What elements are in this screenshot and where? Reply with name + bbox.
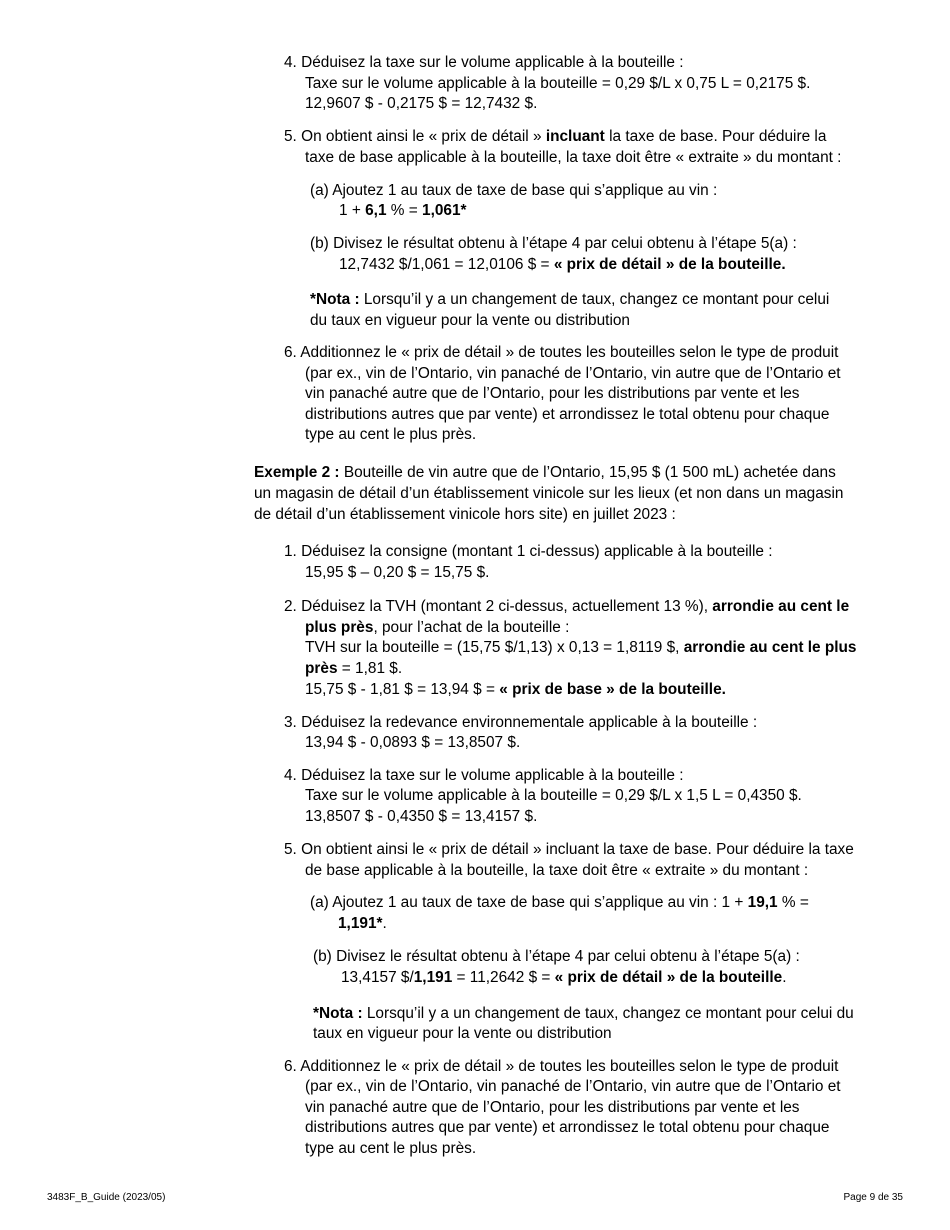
ex2-step4-line1: Taxe sur le volume applicable à la bouteille = 0,29 $/L x 1,5 L = 0,4350 $. xyxy=(305,787,802,804)
ex2-step6-line1: 6. Additionnez le « prix de détail » de toutes les bouteilles selon le type de produit xyxy=(284,1058,839,1075)
ex1-step6-line5: type au cent le plus près. xyxy=(305,426,477,443)
footer-page-number: Page 9 de 35 xyxy=(843,1192,903,1203)
ex2-step6-line2: (par ex., vin de l’Ontario, vin panaché de l’Ontario, vin autre que de l’Ontario et xyxy=(305,1078,841,1095)
ex1-step4-line2: 12,9607 $ - 0,2175 $ = 12,7432 $. xyxy=(305,95,538,112)
ex1-step6-line3: vin panaché autre que de l’Ontario, pour les distributions par vente et les xyxy=(305,385,800,402)
ex2-step5b-title: (b) Divisez le résultat obtenu à l’étape 4 par celui obtenu à l’étape 5(a) : xyxy=(313,948,800,965)
ex1-nota-line2: du taux en vigueur pour la vente ou distribution xyxy=(310,312,630,329)
ex2-heading-line2: un magasin de détail d’un établissement vinicole sur les lieux (et non dans un magasin xyxy=(254,485,844,502)
ex1-step6-line2: (par ex., vin de l’Ontario, vin panaché de l’Ontario, vin autre que de l’Ontario et xyxy=(305,365,841,382)
ex1-step5b-title: (b) Divisez le résultat obtenu à l’étape 4 par celui obtenu à l’étape 5(a) : xyxy=(310,235,797,252)
ex1-step5-line2: taxe de base applicable à la bouteille, la taxe doit être « extraite » du montant : xyxy=(305,149,842,166)
ex2-step4-title: 4. Déduisez la taxe sur le volume applicable à la bouteille : xyxy=(284,767,684,784)
ex1-step5-line1: 5. On obtient ainsi le « prix de détail » incluant la taxe de base. Pour déduire la xyxy=(284,128,827,145)
ex2-step2-line4: près = 1,81 $. xyxy=(305,660,403,677)
ex2-step2-line3: TVH sur la bouteille = (15,75 $/1,13) x 0,13 = 1,8119 $, arrondie au cent le plus xyxy=(305,639,857,656)
ex2-step2-line2: plus près, pour l’achat de la bouteille : xyxy=(305,619,570,636)
ex2-heading-line3: de détail d’un établissement vinicole hors site) en juillet 2023 : xyxy=(254,506,676,523)
ex2-step6-line4: distributions autres que par vente) et arrondissez le total obtenu pour chaque xyxy=(305,1119,830,1136)
ex2-nota-line1: *Nota : Lorsqu’il y a un changement de taux, changez ce montant pour celui du xyxy=(313,1005,854,1022)
ex2-step1-calc: 15,95 $ – 0,20 $ = 15,75 $. xyxy=(305,564,490,581)
ex2-step3-calc: 13,94 $ - 0,0893 $ = 13,8507 $. xyxy=(305,734,521,751)
ex2-step5-line1: 5. On obtient ainsi le « prix de détail » incluant la taxe de base. Pour déduire la taxe xyxy=(284,841,854,858)
ex1-step4-line1: Taxe sur le volume applicable à la bouteille = 0,29 $/L x 0,75 L = 0,2175 $. xyxy=(305,75,811,92)
ex2-step5a-line2: 1,191*. xyxy=(338,915,387,932)
footer-form-id: 3483F_B_Guide (2023/05) xyxy=(47,1192,166,1203)
ex2-step2-line5: 15,75 $ - 1,81 $ = 13,94 $ = « prix de base » de la bouteille. xyxy=(305,681,726,698)
ex2-step2-line1: 2. Déduisez la TVH (montant 2 ci-dessus, actuellement 13 %), arrondie au cent le xyxy=(284,598,850,615)
ex1-step6-line4: distributions autres que par vente) et arrondissez le total obtenu pour chaque xyxy=(305,406,830,423)
ex1-nota-line1: *Nota : Lorsqu’il y a un changement de taux, changez ce montant pour celui xyxy=(310,291,830,308)
ex2-step5a-line1: (a) Ajoutez 1 au taux de taxe de base qui s’applique au vin : 1 + 19,1 % = xyxy=(310,894,809,911)
ex2-step6-line5: type au cent le plus près. xyxy=(305,1140,477,1157)
ex1-step5b-calc: 12,7432 $/1,061 = 12,0106 $ = « prix de détail » de la bouteille. xyxy=(339,256,786,273)
ex2-step6-line3: vin panaché autre que de l’Ontario, pour les distributions par vente et les xyxy=(305,1099,800,1116)
ex2-nota-line2: taux en vigueur pour la vente ou distribution xyxy=(313,1025,612,1042)
ex2-step5-line2: de base applicable à la bouteille, la taxe doit être « extraite » du montant : xyxy=(305,862,809,879)
ex1-step4-title: 4. Déduisez la taxe sur le volume applicable à la bouteille : xyxy=(284,54,684,71)
ex1-step6-line1: 6. Additionnez le « prix de détail » de toutes les bouteilles selon le type de produit xyxy=(284,344,839,361)
ex2-step1-title: 1. Déduisez la consigne (montant 1 ci-dessus) applicable à la bouteille : xyxy=(284,543,773,560)
ex2-step5b-calc: 13,4157 $/1,191 = 11,2642 $ = « prix de détail » de la bouteille. xyxy=(341,969,787,986)
ex2-step3-title: 3. Déduisez la redevance environnementale applicable à la bouteille : xyxy=(284,714,758,731)
ex2-step4-line2: 13,8507 $ - 0,4350 $ = 13,4157 $. xyxy=(305,808,538,825)
ex2-heading-line1: Exemple 2 : Bouteille de vin autre que de l’Ontario, 15,95 $ (1 500 mL) achetée dans xyxy=(254,464,836,481)
ex1-step5a-title: (a) Ajoutez 1 au taux de taxe de base qui s’applique au vin : xyxy=(310,182,718,199)
ex1-step5a-calc: 1 + 6,1 % = 1,061* xyxy=(339,202,467,219)
